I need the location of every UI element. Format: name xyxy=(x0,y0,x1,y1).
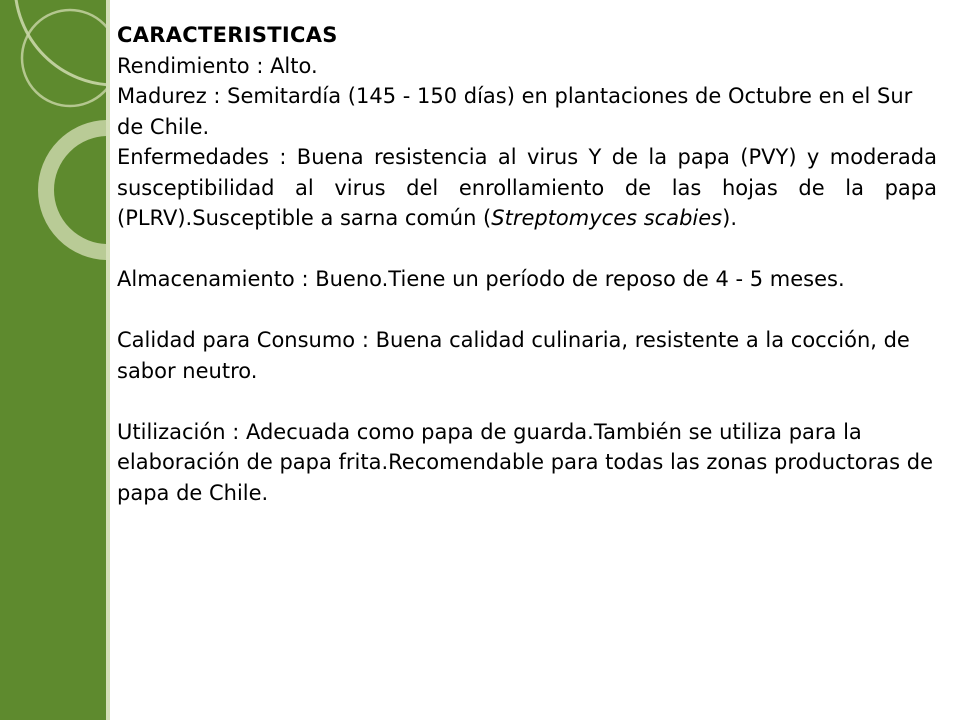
rendimiento-line: Rendimiento : Alto. xyxy=(117,53,318,78)
almacenamiento-paragraph: Almacenamiento : Bueno.Tiene un período de reposo de 4 - 5 meses. xyxy=(117,267,845,291)
decorative-rings-icon xyxy=(0,0,106,720)
madurez-paragraph: Madurez : Semitardía (145 - 150 días) en plantaciones de Octubre en el Sur de Chile. xyxy=(117,84,913,139)
utilizacion-paragraph: Utilización : Adecuada como papa de guarda.También se utiliza para la elaboración de papa frita.Recomendable para todas las zonas productoras de papa de Chile. xyxy=(117,419,934,505)
calidad-paragraph: Calidad para Consumo : Buena calidad culinaria, resistente a la cocción, de sabor neutro. xyxy=(117,328,910,383)
sidebar-divider xyxy=(106,0,110,720)
enfermedades-paragraph xyxy=(117,142,937,234)
slide-heading: CARACTERISTICAS xyxy=(117,23,338,47)
species-name: Streptomyces scabies xyxy=(491,206,723,230)
slide-content xyxy=(117,20,937,508)
decorative-sidebar xyxy=(0,0,106,720)
paragraph-gap xyxy=(117,234,937,265)
paragraph-gap xyxy=(117,295,937,326)
enfermedades-text: Enfermedades : Buena resistencia al virus Y de la papa (PVY) y moderada susceptibilidad al virus del enrollamiento de las hojas de la papa (PLRV).Susceptible a sarna común ( xyxy=(117,145,937,230)
paragraph-gap xyxy=(117,386,937,417)
enfermedades-end: ). xyxy=(722,206,738,230)
